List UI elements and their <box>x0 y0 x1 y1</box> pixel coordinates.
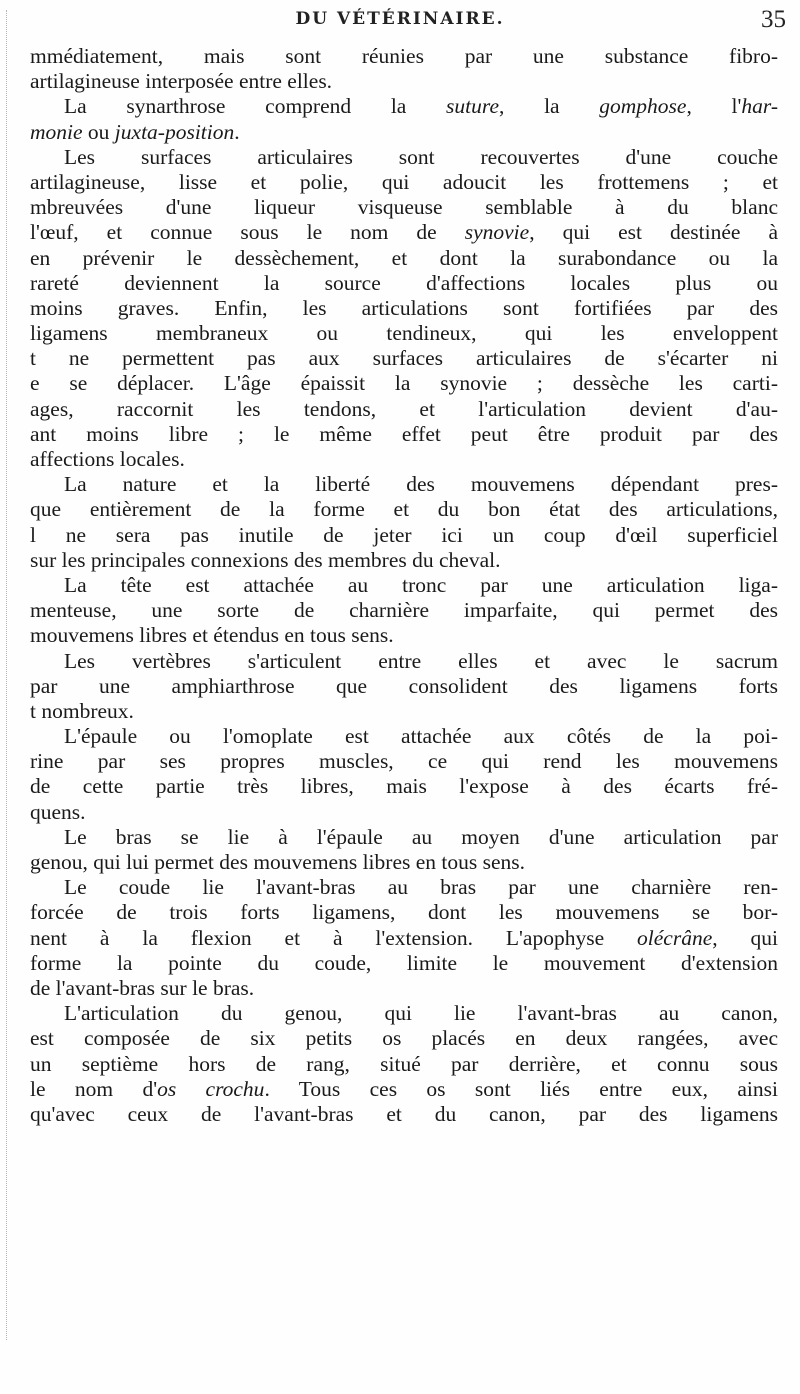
text-run: rareté deviennent la source d'affections locales plus ou <box>30 270 778 295</box>
text-run: rine par ses propres muscles, ce qui rend les mouvemens <box>30 749 778 774</box>
text-line <box>30 749 778 774</box>
text-line <box>30 976 778 1001</box>
text-line <box>30 674 778 699</box>
text-run: t ne permettent pas aux surfaces articulaires de s'écarter ni <box>30 346 778 371</box>
text-run: par une amphiarthrose que consolident des ligamens forts <box>30 673 778 698</box>
text-run: , qui <box>712 925 778 950</box>
text-run: sur les principales connexions des membres du cheval. <box>30 547 501 572</box>
text-run: nent à la flexion et à l'extension. L'apophyse <box>30 925 638 950</box>
page-number: 35 <box>761 6 786 33</box>
text-line <box>30 1102 778 1127</box>
text-run: artilagineuse, lisse et polie, qui adoucit les frottemens ; et <box>30 169 778 194</box>
text-run: menteuse, une sorte de charnière imparfaite, qui permet des <box>30 598 778 623</box>
italic-term: suture <box>446 94 499 119</box>
text-line <box>30 422 778 447</box>
text-run: moins graves. Enfin, les articulations sont fortifiées par des <box>30 295 778 320</box>
text-line <box>30 1001 778 1026</box>
text-line <box>30 724 778 749</box>
text-run: l ne sera pas inutile de jeter ici un coup d'œil superficiel <box>30 522 778 547</box>
text-run: t nombreux. <box>30 698 134 723</box>
text-line <box>30 926 778 951</box>
text-run: Les surfaces articulaires sont recouvertes d'une couche <box>64 144 778 169</box>
text-run: La synarthrose comprend la <box>64 94 447 119</box>
text-line <box>30 800 778 825</box>
text-run: forme la pointe du coude, limite le mouvement d'extension <box>30 950 778 975</box>
text-line <box>30 271 778 296</box>
text-run: ages, raccornit les tendons, et l'articulation devient d'au- <box>30 396 778 421</box>
text-run: Le coude lie l'avant-bras au bras par une charnière ren- <box>64 875 778 900</box>
text-run: de cette partie très libres, mais l'expose à des écarts fré- <box>30 774 778 799</box>
text-line <box>30 774 778 799</box>
text-line <box>30 497 778 522</box>
text-line <box>30 296 778 321</box>
italic-term: monie <box>30 119 83 144</box>
text-run: ligamens membraneux ou tendineux, qui les enveloppent <box>30 321 778 346</box>
text-run: ant moins libre ; le même effet peut être produit par des <box>30 421 778 446</box>
text-line <box>30 850 778 875</box>
italic-term: har- <box>741 94 778 119</box>
italic-term: synovie <box>464 220 530 245</box>
text-run: La tête est attachée au tronc par une articulation liga- <box>64 572 778 597</box>
text-run: Les vertèbres s'articulent entre elles et avec le sacrum <box>64 648 778 673</box>
text-line <box>30 951 778 976</box>
text-run: un septième hors de rang, situé par derrière, et connu sous <box>30 1051 778 1076</box>
italic-term: olécrâne <box>637 925 713 950</box>
text-run: mbreuvées d'une liqueur visqueuse semblable à du blanc <box>30 195 778 220</box>
text-run: La nature et la liberté des mouvemens dépendant pres- <box>64 472 778 497</box>
text-line <box>30 321 778 346</box>
text-run: L'épaule ou l'omoplate est attachée aux côtés de la poi- <box>64 724 778 749</box>
text-run: affections locales. <box>30 447 185 471</box>
text-run: quens. <box>30 799 86 824</box>
text-run: est composée de six petits os placés en deux rangées, avec <box>30 1026 778 1051</box>
text-line <box>30 649 778 674</box>
text-line <box>30 598 778 623</box>
text-run: le nom d' <box>30 1076 158 1101</box>
text-run: mouvemens libres et étendus en tous sens. <box>30 623 394 648</box>
text-line <box>30 371 778 396</box>
running-title: DU VÉTÉRINAIRE. <box>295 9 505 29</box>
text-run: . Tous ces os sont liés entre eux, ainsi <box>264 1076 778 1101</box>
text-run: forcée de trois forts ligamens, dont les mouvemens se bor- <box>30 900 778 925</box>
text-run: Le bras se lie à l'épaule au moyen d'une articulation par <box>64 824 778 849</box>
text-line <box>30 145 778 170</box>
text-run: l'œuf, et connue sous le nom de <box>30 220 465 245</box>
text-line <box>30 346 778 371</box>
italic-term: gomphose <box>599 94 687 119</box>
text-run: de l'avant-bras sur le bras. <box>30 975 255 1000</box>
text-line <box>30 1052 778 1077</box>
text-line <box>30 875 778 900</box>
text-run: e se déplacer. L'âge épaissit la synovie ; dessèche les carti- <box>30 371 778 396</box>
text-line <box>30 1077 778 1102</box>
italic-term: juxta-position <box>114 119 235 144</box>
body-text <box>30 44 778 1127</box>
text-run: ou <box>82 119 115 144</box>
text-line <box>30 44 778 69</box>
text-line <box>30 69 778 94</box>
text-run: L'articulation du genou, qui lie l'avant-bras au canon, <box>64 1001 778 1026</box>
text-line <box>30 623 778 648</box>
text-line <box>30 573 778 598</box>
text-run: , qui est destinée à <box>529 220 778 245</box>
text-line <box>30 699 778 724</box>
text-run: genou, qui lui permet des mouvemens libres en tous sens. <box>30 850 526 874</box>
text-line <box>30 246 778 271</box>
text-run: en prévenir le dessèchement, et dont la surabondance ou la <box>30 245 778 270</box>
text-line <box>30 397 778 422</box>
text-line <box>30 220 778 245</box>
italic-term: os crochu <box>157 1076 265 1101</box>
text-line <box>30 170 778 195</box>
text-line <box>30 1026 778 1051</box>
text-run: qu'avec ceux de l'avant-bras et du canon, par des ligamens <box>30 1101 778 1126</box>
text-line <box>30 900 778 925</box>
text-run: , l' <box>686 94 742 119</box>
text-line <box>30 472 778 497</box>
text-line <box>30 447 778 472</box>
text-run: que entièrement de la forme et du bon état des articulations, <box>30 497 778 522</box>
text-line <box>30 548 778 573</box>
text-line <box>30 825 778 850</box>
text-run: mmédiatement, mais sont réunies par une substance fibro- <box>30 44 778 68</box>
text-line <box>30 120 778 145</box>
page-gutter-edge <box>6 10 10 1340</box>
text-run: , la <box>499 94 600 119</box>
text-line <box>30 94 778 119</box>
text-run: artilagineuse interposée entre elles. <box>30 69 333 94</box>
text-line <box>30 523 778 548</box>
text-line <box>30 195 778 220</box>
text-run: . <box>234 119 240 144</box>
running-head <box>0 6 800 36</box>
